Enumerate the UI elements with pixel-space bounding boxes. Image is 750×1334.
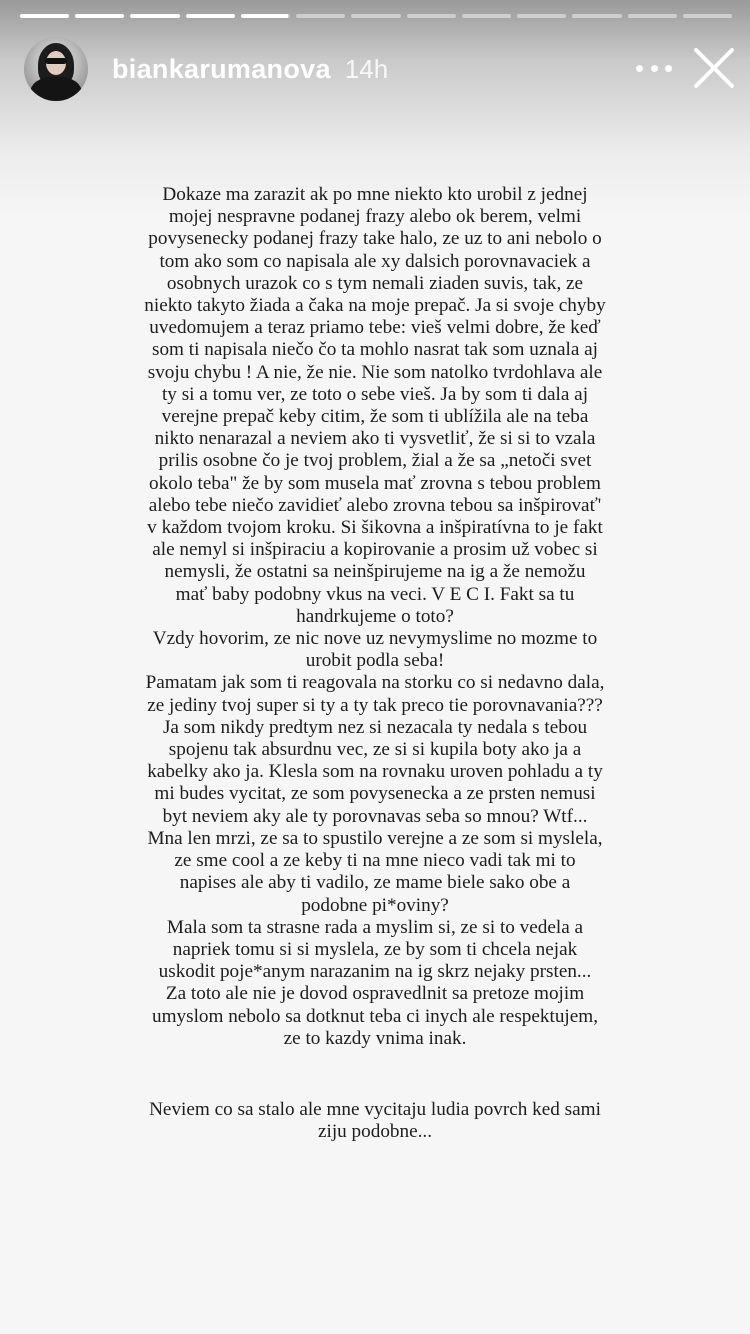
dot xyxy=(651,65,658,72)
progress-segment xyxy=(628,14,677,18)
story-text-line: alebo tebe niečo zavidieť alebo zrovna tebou sa inšpirovať' xyxy=(148,494,602,516)
story-text-line: ze jediny tvoj super si ty a ty tak preco tie porovnavania??? xyxy=(147,694,603,716)
dot xyxy=(665,65,672,72)
story-text-line: Neviem co sa stalo ale mne vycitaju ludia povrch ked sami xyxy=(149,1099,601,1120)
close-icon[interactable] xyxy=(692,46,736,90)
progress-fill xyxy=(241,14,288,18)
more-options-icon[interactable] xyxy=(636,58,672,78)
story-text-line: niekto takyto žiada a čaka na moje prepač. Ja si svoje chyby xyxy=(144,295,606,317)
story-text-line: uskodit poje*anym narazanim na ig skrz nejaky prsten... xyxy=(158,961,592,983)
story-text-line: Za toto ale nie je dovod ospravedlnit sa pretoze mojim xyxy=(165,983,585,1005)
story-text-line: okolo teba" že by som musela mať zrovna s tebou problem xyxy=(149,472,601,494)
progress-fill xyxy=(186,14,235,18)
story-text-line: spojenu tak absurdnu vec, ze si si kupila boty ako ja a xyxy=(168,739,582,761)
story-text-line: Pamatam jak som ti reagovala na storku co si nedavno dala, xyxy=(145,672,605,694)
story-text-line: ze sme cool a ze keby ti na mne nieco vadi tak mi to xyxy=(174,850,576,872)
story-text-line: nikto nenarazal a neviem ako ti vysvetliť, že si si to vzala xyxy=(154,428,596,450)
story-timestamp: 14h xyxy=(344,53,389,84)
story-text-line: verejne prepač keby citim, že som ti ublížila ale na teba xyxy=(161,406,589,428)
story-text-line: Mala som ta strasne rada a myslim si, ze si to vedela a xyxy=(166,916,584,938)
story-text-line: napriek tomu si si myslela, ze by som ti chcela nejak xyxy=(172,938,578,960)
story-text-main xyxy=(110,184,640,1050)
progress-fill xyxy=(75,14,124,18)
progress-segment xyxy=(296,14,345,18)
story-text-line: kabelky ako ja. Klesla som na rovnaku uroven pohladu a ty xyxy=(147,761,603,783)
progress-segment xyxy=(241,14,290,18)
story-text-line: ale nemyl si inšpiraciu a kopirovanie a prosim už vobec si xyxy=(152,539,598,561)
dot xyxy=(636,65,643,72)
story-header xyxy=(24,36,736,102)
story-text-line: v každom tvojom kroku. Si šikovna a inšpiratívna to je fakt xyxy=(147,517,603,539)
progress-segment xyxy=(683,14,732,18)
story-text-line: handrkujeme o toto? xyxy=(296,605,454,627)
progress-fill xyxy=(20,14,69,18)
story-text-line: ziju podobne... xyxy=(317,1121,433,1143)
story-text-line: umyslom nebolo sa dotknut teba ci inych ale respektujem, xyxy=(151,1005,598,1027)
avatar-body xyxy=(30,77,82,101)
story-text-line: byt neviem aky ale ty porovnavas seba so mnou? Wtf... xyxy=(162,805,588,827)
story-text-line: Dokaze ma zarazit ak po mne niekto kto urobil z jednej xyxy=(162,184,588,205)
avatar-sunglasses xyxy=(45,58,67,64)
story-text-line: povysenecky podanej frazy take halo, ze uz to ani nebolo o xyxy=(148,228,602,250)
progress-segment xyxy=(462,14,511,18)
progress-fill xyxy=(130,14,179,18)
story-text-line: nemysli, že ostatni sa neinšpirujeme na ig a že nemožu xyxy=(164,561,586,583)
progress-segment xyxy=(130,14,179,18)
story-text-line: uvedomujem a teraz priamo tebe: vieš velmi dobre, že keď xyxy=(149,317,601,339)
story-text-line: tom ako som co napisala ale xy dalsich porovnavaciek a xyxy=(159,250,591,272)
story-text-line: svoju chybu ! A nie, že nie. Nie som natolko tvrdohlava ale xyxy=(147,361,603,383)
avatar[interactable] xyxy=(24,37,88,101)
story-progress-bars xyxy=(20,14,732,18)
story-text-line: podobne pi*oviny? xyxy=(301,894,449,916)
story-text-line: Vzdy hovorim, ze nic nove uz nevymyslime no mozme to xyxy=(152,628,598,650)
story-text-line: urobit podla seba! xyxy=(305,650,445,672)
progress-segment xyxy=(517,14,566,18)
story-text-line: mojej nespravne podanej frazy alebo ok berem, velmi xyxy=(168,206,582,228)
story-text-line: Mna len mrzi, ze sa to spustilo verejne a ze som si myslela, xyxy=(147,827,603,849)
story-text-line: osobnych urazok co s tym nemali ziaden suvis, tak, ze xyxy=(166,272,584,294)
story-text-line: napises ale aby ti vadilo, ze mame biele sako obe a xyxy=(179,872,571,894)
progress-segment xyxy=(572,14,621,18)
username[interactable]: biankarumanova xyxy=(112,53,331,84)
story-text-line: Ja som nikdy predtym nez si nezacala ty nedala s tebou xyxy=(162,716,588,738)
progress-segment xyxy=(351,14,400,18)
progress-segment xyxy=(186,14,235,18)
story-text-line: som ti napisala niečo čo ta mohlo nasrat tak som uznala aj xyxy=(152,339,598,361)
story-text-line: ty si a tomu ver, ze toto o sebe vieš. Ja by som ti dala aj xyxy=(161,383,589,405)
story-text-line: prilis osobne čo je tvoj problem, žial a že sa „netoči svet xyxy=(158,450,592,472)
progress-segment xyxy=(20,14,69,18)
story-text-line: ze to kazdy vnima inak. xyxy=(283,1027,467,1049)
story-text-closing xyxy=(110,1099,640,1143)
story-text-line: mi budes vycitat, ze som povysenecka a ze prsten nemusi xyxy=(154,783,596,805)
progress-segment xyxy=(75,14,124,18)
story-text-line: mať baby podobny vkus na veci. V E C I. Fakt sa tu xyxy=(175,583,575,605)
progress-segment xyxy=(407,14,456,18)
